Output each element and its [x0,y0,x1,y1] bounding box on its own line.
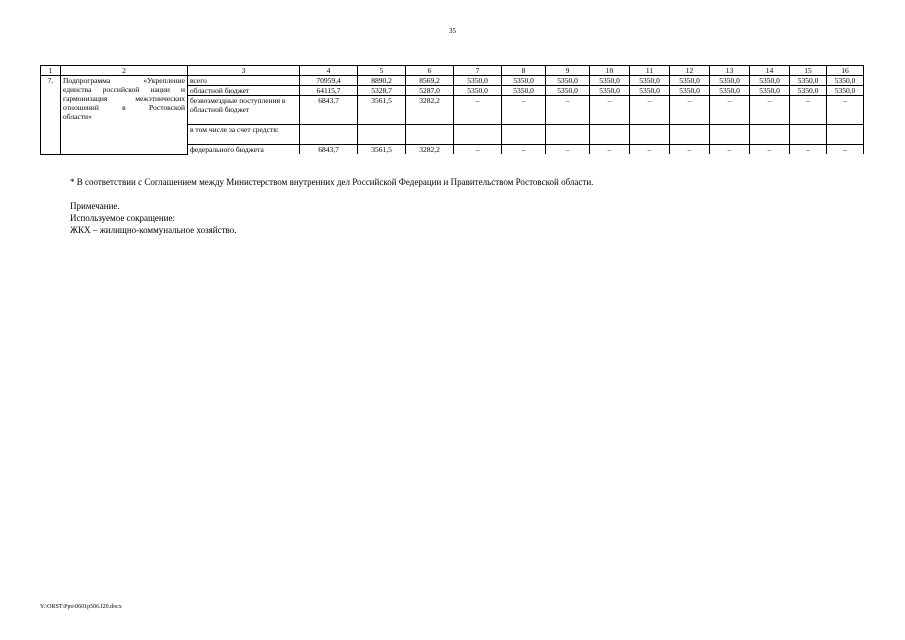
value-cell [827,125,864,145]
header-cell: 11 [630,66,670,76]
category-cell: безвозмездные поступления в областной бюджет [188,96,300,125]
note-title: Примечание. [70,201,120,211]
value-cell: – [750,145,790,155]
value-cell: 6843,7 [300,96,358,125]
header-cell: 9 [546,66,590,76]
value-cell: 64115,7 [300,86,358,96]
header-cell: 14 [750,66,790,76]
value-cell: 5350,0 [710,76,750,86]
notes-block [70,176,593,236]
value-cell: – [710,96,750,125]
category-cell: всего [188,76,300,86]
header-cell: 10 [590,66,630,76]
value-cell: 5350,0 [827,76,864,86]
value-cell: 5350,0 [590,76,630,86]
row-number: 7. [41,76,61,155]
value-cell [406,125,454,145]
value-cell: – [670,96,710,125]
value-cell [670,125,710,145]
program-name-line: единства российской нации и [63,85,185,94]
program-name-line: Подпрограмма «Укрепление [63,76,185,85]
value-cell: 5350,0 [827,86,864,96]
program-name-cell [61,76,188,155]
abbreviation-text: ЖКХ – жилищно-коммунальное хозяйство. [70,225,237,235]
value-cell: 5350,0 [710,86,750,96]
value-cell: 3282,2 [406,96,454,125]
value-cell: 5350,0 [546,76,590,86]
value-cell: 5350,0 [750,86,790,96]
value-cell [546,125,590,145]
header-cell: 2 [61,66,188,76]
value-cell: – [630,96,670,125]
value-cell: 5328,7 [358,86,406,96]
category-cell: в том числе за счет средств: [188,125,300,145]
header-cell: 16 [827,66,864,76]
category-cell: федерального бюджета [188,145,300,155]
page-number: 35 [449,27,456,35]
value-cell: 3561,5 [358,145,406,155]
file-path: Y:\ORST\Ppo\0601p506.f20.docx [40,604,122,610]
value-cell [454,125,502,145]
value-cell: 5350,0 [454,76,502,86]
header-cell: 7 [454,66,502,76]
value-cell: 5350,0 [502,76,546,86]
value-cell: 5350,0 [590,86,630,96]
value-cell [790,125,827,145]
header-cell: 8 [502,66,546,76]
category-cell: областной бюджет [188,86,300,96]
value-cell: 5350,0 [790,86,827,96]
value-cell: – [546,96,590,125]
value-cell [502,125,546,145]
value-cell: – [454,96,502,125]
header-cell: 15 [790,66,827,76]
value-cell: – [710,145,750,155]
value-cell [358,125,406,145]
value-cell: 5350,0 [630,86,670,96]
table-row [41,76,864,86]
value-cell: 70959,4 [300,76,358,86]
value-cell: – [790,145,827,155]
value-cell [750,125,790,145]
value-cell: – [546,145,590,155]
value-cell [300,125,358,145]
value-cell [590,125,630,145]
table-header-row [41,66,864,76]
abbreviation-title: Используемое сокращение: [70,213,175,223]
value-cell: – [630,145,670,155]
header-cell: 12 [670,66,710,76]
value-cell: 5350,0 [750,76,790,86]
value-cell: – [502,96,546,125]
value-cell: 5287,0 [406,86,454,96]
value-cell: – [590,145,630,155]
program-name-line: отношений в Ростовской [63,103,185,112]
value-cell: 5350,0 [454,86,502,96]
value-cell: – [750,96,790,125]
value-cell: – [670,145,710,155]
footnote: * В соответствии с Соглашением между Министерством внутренних дел Российской Федерации и Правительством Ростовской области. [70,177,594,187]
value-cell: 6843,7 [300,145,358,155]
header-cell: 3 [188,66,300,76]
value-cell: – [502,145,546,155]
value-cell: 5350,0 [630,76,670,86]
program-name-line: области» [63,112,92,121]
value-cell [630,125,670,145]
value-cell: – [790,96,827,125]
program-name-line: гармонизация межэтнических [63,94,185,103]
value-cell: 5350,0 [670,86,710,96]
value-cell: 5350,0 [546,86,590,96]
value-cell: 5350,0 [670,76,710,86]
header-cell: 1 [41,66,61,76]
value-cell: 5350,0 [790,76,827,86]
value-cell: 5350,0 [502,86,546,96]
value-cell: – [590,96,630,125]
value-cell: 3561,5 [358,96,406,125]
header-cell: 6 [406,66,454,76]
value-cell: – [454,145,502,155]
header-cell: 4 [300,66,358,76]
value-cell: – [827,145,864,155]
value-cell: 8569,2 [406,76,454,86]
value-cell: 3282,2 [406,145,454,155]
header-cell: 13 [710,66,750,76]
value-cell: 8890,2 [358,76,406,86]
header-cell: 5 [358,66,406,76]
value-cell: – [827,96,864,125]
budget-table [40,65,864,155]
value-cell [710,125,750,145]
